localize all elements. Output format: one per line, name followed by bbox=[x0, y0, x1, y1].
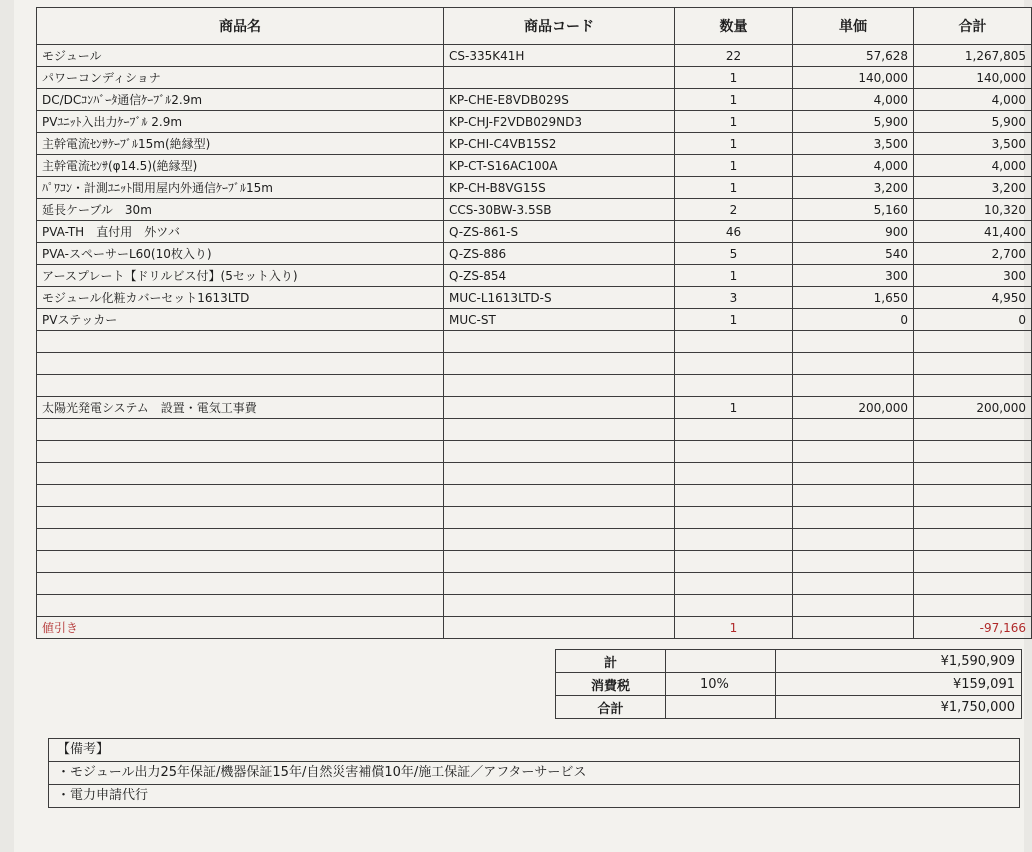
item-total-cell bbox=[914, 485, 1032, 507]
item-unit-price-cell: 57,628 bbox=[793, 45, 914, 67]
remarks-title: 【備考】 bbox=[49, 739, 1019, 762]
item-name-cell: PVステッカー bbox=[37, 309, 444, 331]
item-name-cell bbox=[37, 463, 444, 485]
table-row bbox=[37, 485, 1032, 507]
item-total-cell bbox=[914, 551, 1032, 573]
item-qty-cell bbox=[675, 485, 793, 507]
item-unit-price-cell bbox=[793, 353, 914, 375]
item-unit-price-cell: 5,160 bbox=[793, 199, 914, 221]
item-total-cell bbox=[914, 573, 1032, 595]
item-unit-price-cell bbox=[793, 375, 914, 397]
item-unit-price-cell bbox=[793, 529, 914, 551]
items-table bbox=[36, 7, 1032, 639]
table-row bbox=[37, 199, 1032, 221]
item-code-cell bbox=[444, 331, 675, 353]
item-qty-cell bbox=[675, 331, 793, 353]
item-qty-cell: 1 bbox=[675, 67, 793, 89]
header-code: 商品コード bbox=[444, 8, 675, 45]
table-row bbox=[37, 353, 1032, 375]
item-total-cell bbox=[914, 595, 1032, 617]
header-name: 商品名 bbox=[37, 8, 444, 45]
subtotal-rate bbox=[666, 650, 776, 673]
item-qty-cell: 1 bbox=[675, 133, 793, 155]
item-total-cell bbox=[914, 331, 1032, 353]
item-qty-cell bbox=[675, 353, 793, 375]
item-name-cell: PVﾕﾆｯﾄ入出力ｹｰﾌﾞﾙ 2.9m bbox=[37, 111, 444, 133]
table-row bbox=[37, 441, 1032, 463]
item-total-cell: 41,400 bbox=[914, 221, 1032, 243]
item-name-cell bbox=[37, 595, 444, 617]
item-name-cell bbox=[37, 375, 444, 397]
item-code-cell bbox=[444, 397, 675, 419]
table-row bbox=[37, 529, 1032, 551]
item-unit-price-cell: 1,650 bbox=[793, 287, 914, 309]
item-code-cell: KP-CHI-C4VB15S2 bbox=[444, 133, 675, 155]
item-code-cell: MUC-L1613LTD-S bbox=[444, 287, 675, 309]
grand-total-row bbox=[556, 696, 1022, 719]
item-total-cell: 5,900 bbox=[914, 111, 1032, 133]
subtotal-row bbox=[556, 650, 1022, 673]
item-code-cell: KP-CHJ-F2VDB029ND3 bbox=[444, 111, 675, 133]
item-total-cell bbox=[914, 419, 1032, 441]
item-qty-cell bbox=[675, 375, 793, 397]
item-name-cell bbox=[37, 551, 444, 573]
item-name-cell: パワーコンディショナ bbox=[37, 67, 444, 89]
item-code-cell bbox=[444, 441, 675, 463]
item-code-cell bbox=[444, 595, 675, 617]
item-unit-price-cell: 540 bbox=[793, 243, 914, 265]
table-row bbox=[37, 133, 1032, 155]
item-total-cell: 4,950 bbox=[914, 287, 1032, 309]
item-code-cell bbox=[444, 419, 675, 441]
item-total-cell bbox=[914, 507, 1032, 529]
item-qty-cell bbox=[675, 463, 793, 485]
table-row bbox=[37, 507, 1032, 529]
table-row bbox=[37, 155, 1032, 177]
item-unit-price-cell: 3,500 bbox=[793, 133, 914, 155]
item-qty-cell: 1 bbox=[675, 397, 793, 419]
item-qty-cell: 5 bbox=[675, 243, 793, 265]
item-name-cell bbox=[37, 419, 444, 441]
item-name-cell: ﾊﾟﾜｺﾝ・計測ﾕﾆｯﾄ間用屋内外通信ｹｰﾌﾞﾙ15m bbox=[37, 177, 444, 199]
header-qty: 数量 bbox=[675, 8, 793, 45]
table-row bbox=[37, 265, 1032, 287]
item-name-cell bbox=[37, 573, 444, 595]
item-name-cell bbox=[37, 353, 444, 375]
remarks-box bbox=[48, 738, 1020, 808]
item-total-cell: 1,267,805 bbox=[914, 45, 1032, 67]
item-qty-cell bbox=[675, 441, 793, 463]
header-row bbox=[37, 8, 1032, 45]
item-code-cell bbox=[444, 67, 675, 89]
item-unit-price-cell bbox=[793, 463, 914, 485]
item-code-cell: KP-CT-S16AC100A bbox=[444, 155, 675, 177]
item-code-cell bbox=[444, 485, 675, 507]
item-unit-price-cell bbox=[793, 331, 914, 353]
item-qty-cell bbox=[675, 595, 793, 617]
table-row bbox=[37, 375, 1032, 397]
item-total-cell: 300 bbox=[914, 265, 1032, 287]
item-total-cell bbox=[914, 441, 1032, 463]
item-unit-price-cell: 4,000 bbox=[793, 155, 914, 177]
remarks-line: ・モジュール出力25年保証/機器保証15年/自然災害補償10年/施工保証／アフターサービス bbox=[49, 762, 1019, 785]
item-name-cell: モジュール化粧カバーセット1613LTD bbox=[37, 287, 444, 309]
item-qty-cell: 1 bbox=[675, 111, 793, 133]
item-name-cell bbox=[37, 507, 444, 529]
grand-total-amount: ¥1,750,000 bbox=[776, 696, 1022, 719]
item-name-cell bbox=[37, 485, 444, 507]
item-unit-price-cell bbox=[793, 419, 914, 441]
item-name-cell: 主幹電流ｾﾝｻｹｰﾌﾞﾙ15m(絶縁型) bbox=[37, 133, 444, 155]
item-unit-price-cell bbox=[793, 595, 914, 617]
item-qty-cell: 22 bbox=[675, 45, 793, 67]
item-code-cell: CCS-30BW-3.5SB bbox=[444, 199, 675, 221]
item-qty-cell: 1 bbox=[675, 89, 793, 111]
item-code-cell bbox=[444, 573, 675, 595]
item-code-cell bbox=[444, 463, 675, 485]
item-qty-cell: 3 bbox=[675, 287, 793, 309]
item-code-cell bbox=[444, 375, 675, 397]
table-row bbox=[37, 111, 1032, 133]
item-code-cell: KP-CHE-E8VDB029S bbox=[444, 89, 675, 111]
item-code-cell bbox=[444, 507, 675, 529]
item-code-cell: CS-335K41H bbox=[444, 45, 675, 67]
table-row bbox=[37, 89, 1032, 111]
item-qty-cell: 1 bbox=[675, 155, 793, 177]
item-total-cell: 10,320 bbox=[914, 199, 1032, 221]
table-row bbox=[37, 45, 1032, 67]
tax-label: 消費税 bbox=[556, 673, 666, 696]
item-total-cell: 4,000 bbox=[914, 155, 1032, 177]
item-unit-price-cell: 4,000 bbox=[793, 89, 914, 111]
item-qty-cell: 2 bbox=[675, 199, 793, 221]
table-row bbox=[37, 287, 1032, 309]
item-qty-cell: 1 bbox=[675, 265, 793, 287]
item-qty-cell bbox=[675, 529, 793, 551]
table-row bbox=[37, 309, 1032, 331]
item-total-cell: 0 bbox=[914, 309, 1032, 331]
item-name-cell bbox=[37, 529, 444, 551]
table-row bbox=[37, 243, 1032, 265]
item-total-cell bbox=[914, 463, 1032, 485]
table-row bbox=[37, 221, 1032, 243]
item-qty-cell bbox=[675, 419, 793, 441]
item-name-cell bbox=[37, 441, 444, 463]
table-row bbox=[37, 397, 1032, 419]
table-row bbox=[37, 573, 1032, 595]
item-name-cell: モジュール bbox=[37, 45, 444, 67]
item-unit-price-cell: 140,000 bbox=[793, 67, 914, 89]
item-total-cell bbox=[914, 529, 1032, 551]
item-unit-price-cell: 300 bbox=[793, 265, 914, 287]
grand-total-label: 合計 bbox=[556, 696, 666, 719]
table-row bbox=[37, 67, 1032, 89]
table-row bbox=[37, 177, 1032, 199]
item-qty-cell: 1 bbox=[675, 617, 793, 639]
item-qty-cell: 46 bbox=[675, 221, 793, 243]
item-total-cell bbox=[914, 375, 1032, 397]
item-code-cell: KP-CH-B8VG15S bbox=[444, 177, 675, 199]
tax-row bbox=[556, 673, 1022, 696]
subtotal-amount: ¥1,590,909 bbox=[776, 650, 1022, 673]
tax-amount: ¥159,091 bbox=[776, 673, 1022, 696]
item-total-cell: 200,000 bbox=[914, 397, 1032, 419]
item-code-cell bbox=[444, 353, 675, 375]
item-name-cell: 延長ケーブル 30m bbox=[37, 199, 444, 221]
item-total-cell: 3,200 bbox=[914, 177, 1032, 199]
item-name-cell: PVA-TH 直付用 外ツバ bbox=[37, 221, 444, 243]
item-total-cell: 2,700 bbox=[914, 243, 1032, 265]
item-qty-cell bbox=[675, 573, 793, 595]
item-total-cell: 4,000 bbox=[914, 89, 1032, 111]
table-row bbox=[37, 419, 1032, 441]
item-name-cell bbox=[37, 331, 444, 353]
header-total: 合計 bbox=[914, 8, 1032, 45]
header-unit-price: 単価 bbox=[793, 8, 914, 45]
item-unit-price-cell bbox=[793, 507, 914, 529]
grand-total-rate bbox=[666, 696, 776, 719]
remarks-line: ・電力申請代行 bbox=[57, 788, 149, 803]
item-code-cell bbox=[444, 617, 675, 639]
item-unit-price-cell: 900 bbox=[793, 221, 914, 243]
item-unit-price-cell: 5,900 bbox=[793, 111, 914, 133]
item-unit-price-cell bbox=[793, 551, 914, 573]
item-total-cell bbox=[914, 353, 1032, 375]
item-name-cell: 値引き bbox=[37, 617, 444, 639]
table-row bbox=[37, 551, 1032, 573]
item-code-cell bbox=[444, 529, 675, 551]
item-code-cell bbox=[444, 551, 675, 573]
item-unit-price-cell bbox=[793, 485, 914, 507]
item-unit-price-cell bbox=[793, 617, 914, 639]
item-code-cell: Q-ZS-861-S bbox=[444, 221, 675, 243]
item-unit-price-cell: 3,200 bbox=[793, 177, 914, 199]
item-name-cell: DC/DCｺﾝﾊﾞｰﾀ通信ｹｰﾌﾞﾙ2.9m bbox=[37, 89, 444, 111]
item-code-cell: Q-ZS-886 bbox=[444, 243, 675, 265]
item-unit-price-cell bbox=[793, 441, 914, 463]
table-row bbox=[37, 595, 1032, 617]
item-qty-cell bbox=[675, 551, 793, 573]
item-code-cell: Q-ZS-854 bbox=[444, 265, 675, 287]
item-name-cell: 主幹電流ｾﾝｻ(φ14.5)(絶縁型) bbox=[37, 155, 444, 177]
item-qty-cell bbox=[675, 507, 793, 529]
item-name-cell: アースプレート【ドリルビス付】(5セット入り) bbox=[37, 265, 444, 287]
item-total-cell: -97,166 bbox=[914, 617, 1032, 639]
tax-rate: 10% bbox=[666, 673, 776, 696]
table-row bbox=[37, 463, 1032, 485]
item-total-cell: 3,500 bbox=[914, 133, 1032, 155]
item-unit-price-cell: 0 bbox=[793, 309, 914, 331]
item-code-cell: MUC-ST bbox=[444, 309, 675, 331]
item-unit-price-cell: 200,000 bbox=[793, 397, 914, 419]
item-qty-cell: 1 bbox=[675, 177, 793, 199]
table-row bbox=[37, 331, 1032, 353]
item-qty-cell: 1 bbox=[675, 309, 793, 331]
discount-row bbox=[37, 617, 1032, 639]
totals-table bbox=[555, 649, 1022, 719]
item-name-cell: PVA-スペーサーL60(10枚入り) bbox=[37, 243, 444, 265]
item-total-cell: 140,000 bbox=[914, 67, 1032, 89]
item-name-cell: 太陽光発電システム 設置・電気工事費 bbox=[37, 397, 444, 419]
subtotal-label: 計 bbox=[556, 650, 666, 673]
item-unit-price-cell bbox=[793, 573, 914, 595]
